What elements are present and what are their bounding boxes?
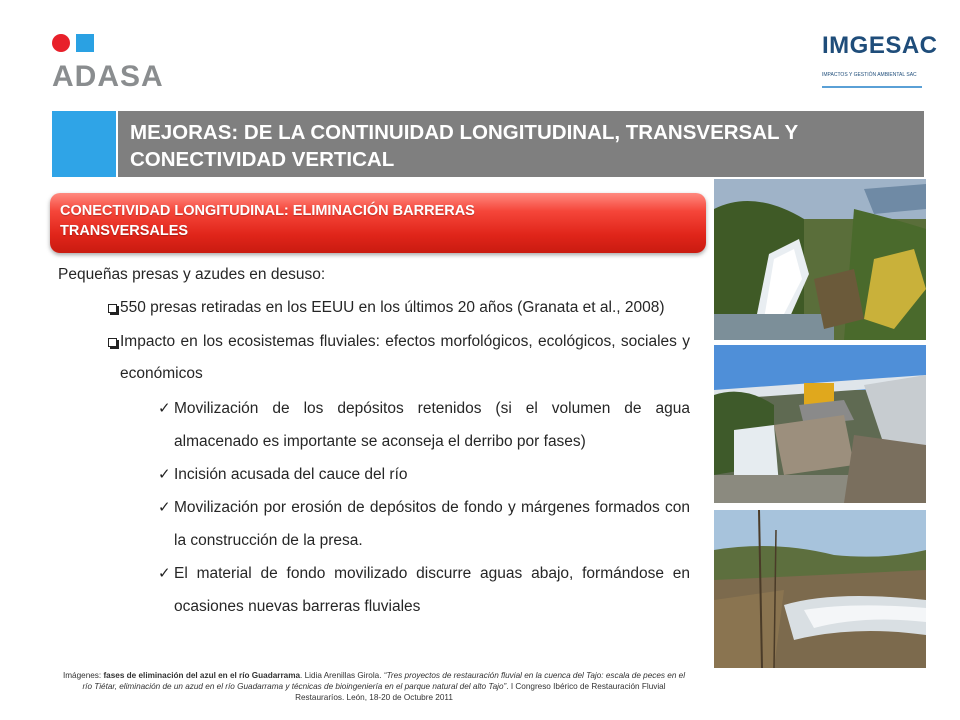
section-banner: [50, 193, 706, 253]
caption-prefix: Imágenes:: [62, 671, 104, 680]
checkmark-icon: ✓: [158, 466, 171, 483]
adasa-wordmark: ADASA: [52, 60, 164, 93]
square-bullet-icon: [108, 292, 117, 324]
adasa-logo: [52, 34, 182, 94]
body-content: [58, 264, 690, 623]
blue-square-icon: [76, 34, 94, 52]
caption-bold: fases de eliminación del azul en el río Guadarrama: [103, 671, 301, 680]
check-item: [58, 458, 690, 491]
imgesac-wordmark: IMGESAC: [822, 32, 938, 59]
caption-tail: . I Congreso Ibérico de Restauración Fluvial Restauraríos. León, 18-20 de Octubre 2011: [295, 682, 666, 702]
slide-title-line-1: MEJORAS: DE LA CONTINUIDAD LONGITUDINAL, TRANSVERSAL Y: [130, 121, 799, 144]
caption-title: “Tres proyectos de restauración fluvial en la cuenca del Tajo: escala de peces en el río Tiétar, eliminación de un azud en el río Guadarrama y técnicas de bioingeniería en el parque natural del alto Tajo”: [82, 671, 686, 691]
photo-excavator-demolition: [714, 345, 926, 503]
title-accent-block: [52, 111, 116, 177]
check-text: Movilización por erosión de depósitos de fondo y márgenes formados con la construcción de la presa.: [174, 499, 690, 549]
bullet-item: [58, 292, 690, 324]
bullet-text: 550 presas retiradas en los EEUU en los últimos 20 años (Granata et al., 2008): [120, 299, 665, 316]
title-bar: [52, 111, 924, 177]
checkmark-icon: ✓: [158, 565, 171, 582]
intro-text: Pequeñas presas y azudes en desuso:: [58, 266, 326, 283]
check-item: [58, 491, 690, 557]
imgesac-tagline: IMPACTOS Y GESTIÓN AMBIENTAL SAC: [822, 72, 917, 78]
check-item: [58, 557, 690, 623]
checkmark-icon: ✓: [158, 499, 171, 516]
title-background: [118, 111, 924, 177]
photo-waterfall-weir: [714, 179, 926, 340]
slide-title-line-2: CONECTIVIDAD VERTICAL: [130, 148, 395, 171]
red-circle-icon: [52, 34, 70, 52]
imgesac-logo: [818, 32, 938, 94]
check-text: El material de fondo movilizado discurre aguas abajo, formándose en ocasiones nuevas barreras fluviales: [174, 565, 690, 615]
check-text: Incisión acusada del cauce del río: [174, 466, 408, 483]
square-bullet-icon: [108, 326, 117, 358]
caption-author: . Lidia Arenillas Girola.: [300, 671, 384, 680]
bullet-text: Impacto en los ecosistemas fluviales: efectos morfológicos, ecológicos, sociales y económicos: [120, 333, 690, 382]
section-heading: [60, 201, 690, 241]
section-heading-line-2: TRANSVERSALES: [60, 223, 189, 239]
section-heading-line-1: CONECTIVIDAD LONGITUDINAL: ELIMINACIÓN BARRERAS: [60, 203, 475, 219]
slide-title: [130, 119, 920, 173]
imgesac-underline: [822, 86, 922, 88]
bullet-item: [58, 326, 690, 390]
checkmark-icon: ✓: [158, 400, 171, 417]
check-item: [58, 392, 690, 458]
image-caption: [58, 670, 690, 703]
photo-restored-river: [714, 510, 926, 668]
check-text: Movilización de los depósitos retenidos (si el volumen de agua almacenado es importante se aconseja el derribo por fases): [174, 400, 690, 450]
